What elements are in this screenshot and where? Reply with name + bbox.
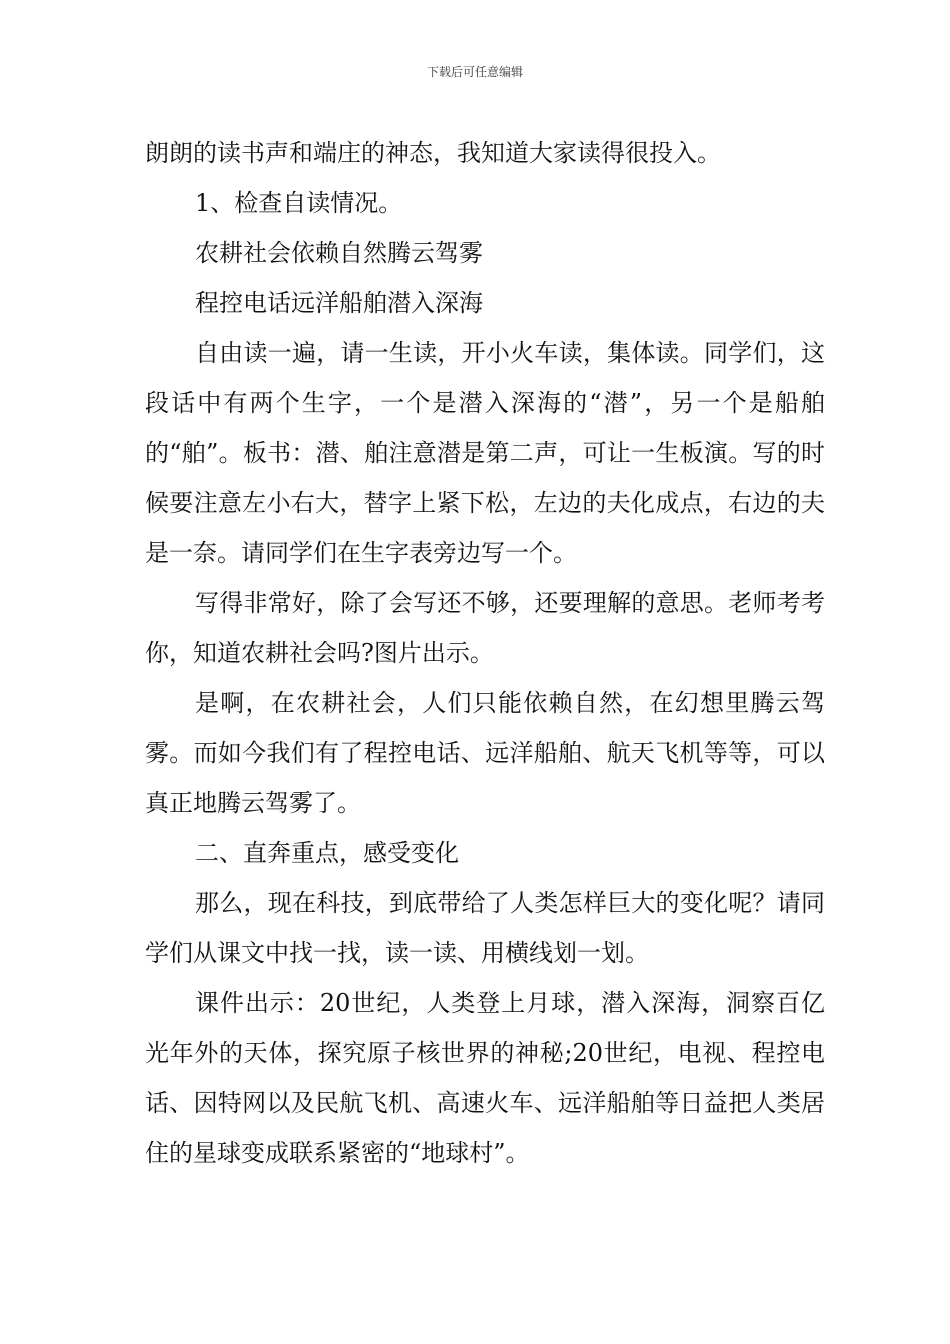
paragraph-reading-instructions: 自由读一遍，请一生读，开小火车读，集体读。同学们，这段话中有两个生字，一个是潜入深海的“潜”，另一个是船舶的“舶”。板书：潜、舶注意潜是第二声，可让一生板演。写的时候要注意左小右大，替字上紧下松，左边的夫化成点，右边的夫是一奈。请同学们在生字表旁边写一个。 bbox=[145, 339, 825, 567]
paragraph-explanation: 是啊，在农耕社会，人们只能依赖自然，在幻想里腾云驾雾。而如今我们有了程控电话、远洋船舶、航天飞机等等，可以真正地腾云驾雾了。 bbox=[145, 689, 825, 817]
paragraph-courseware: 课件出示：20世纪，人类登上月球，潜入深海，洞察百亿光年外的天体，探究原子核世界的神秘;20世纪，电视、程控电话、因特网以及民航飞机、高速火车、远洋船舶等日益把人类居住的星球变成联系紧密的“地球村”。 bbox=[145, 989, 825, 1167]
paragraph-continued: 朗朗的读书声和端庄的神态，我知道大家读得很投入。 bbox=[145, 139, 721, 167]
page-header: 下载后可任意编辑 bbox=[426, 65, 523, 79]
paragraph-vocab-line-1: 农耕社会依赖自然腾云驾雾 bbox=[195, 239, 483, 267]
paragraph-step-heading: 1、检查自读情况。 bbox=[195, 189, 403, 217]
paragraph-vocab-line-2: 程控电话远洋船舶潜入深海 bbox=[195, 289, 483, 317]
paragraph-praise: 写得非常好，除了会写还不够，还要理解的意思。老师考考你，知道农耕社会吗?图片出示。 bbox=[145, 589, 825, 667]
section-heading: 二、直奔重点，感受变化 bbox=[195, 839, 459, 867]
paragraph-question: 那么，现在科技，到底带给了人类怎样巨大的变化呢？请同学们从课文中找一找，读一读、用横线划一划。 bbox=[145, 889, 825, 967]
document-body bbox=[145, 128, 825, 1178]
